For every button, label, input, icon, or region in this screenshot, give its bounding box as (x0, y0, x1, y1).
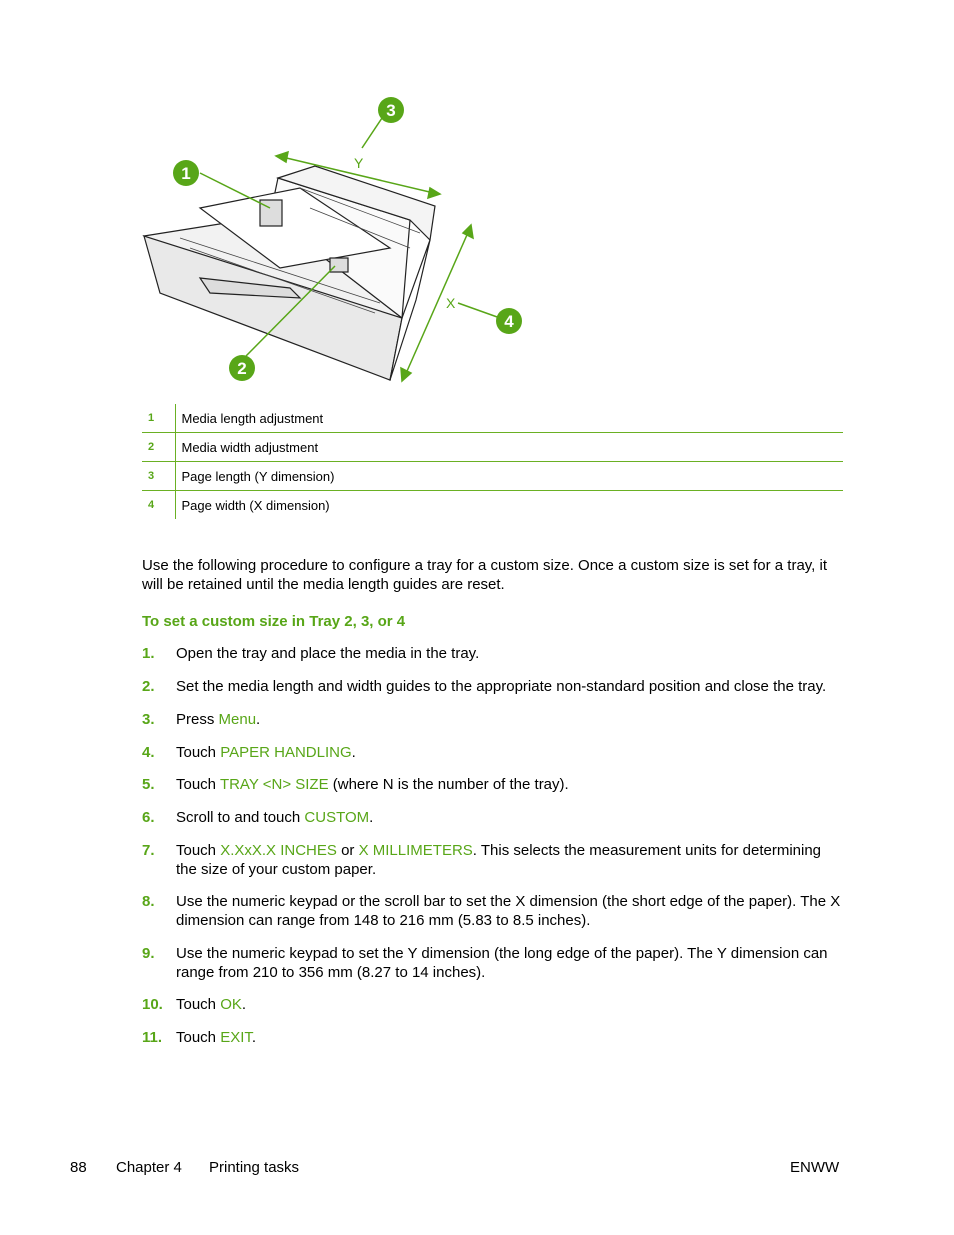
legend-number: 2 (142, 433, 175, 462)
step-item (142, 1028, 844, 1047)
callout-1 (173, 160, 199, 186)
legend-row (142, 462, 843, 491)
procedure-heading: To set a custom size in Tray 2, 3, or 4 (142, 613, 406, 630)
intro-paragraph: Use the following procedure to configure a tray for a custom size. Once a custom size is set for a tray, it will be retained until the media length guides are reset. (142, 557, 828, 593)
step-number: 4. (142, 744, 155, 761)
step-text: Press Menu. (176, 711, 261, 728)
step-item (142, 644, 844, 663)
paper-tray (144, 166, 435, 380)
step-item (142, 995, 844, 1014)
step-text: Set the media length and width guides to the appropriate non-standard position and close the tray. (176, 678, 827, 695)
step-text: Touch OK. (176, 996, 247, 1013)
legend-description: Page width (X dimension) (175, 491, 843, 520)
step-text: Use the numeric keypad to set the Y dimension (the long edge of the paper). The Y dimension can range from 210 to 356 mm (8.27 to 14 inches). (176, 945, 828, 981)
step-item (142, 710, 844, 729)
step-text: Touch TRAY <N> SIZE (where N is the number of the tray). (176, 776, 569, 793)
callout-3 (378, 97, 404, 123)
step-number: 3. (142, 711, 155, 728)
svg-text:2: 2 (237, 359, 247, 378)
step-text: Scroll to and touch CUSTOM. (176, 809, 374, 826)
legend-number: 1 (142, 404, 175, 433)
step-item (142, 743, 844, 762)
step-number: 9. (142, 945, 155, 962)
legend-description: Media length adjustment (181, 410, 324, 426)
step-number: 1. (142, 645, 155, 662)
menu-item-tray-size: TRAY <N> SIZE (219, 776, 329, 793)
tray-figure (140, 88, 540, 388)
y-axis-label: Y (354, 155, 364, 171)
step-item (142, 808, 844, 827)
step-text: Touch PAPER HANDLING. (176, 744, 356, 761)
callout-4 (496, 308, 522, 334)
callout-2 (229, 355, 255, 381)
footer-section: Printing tasks (209, 1159, 300, 1176)
step-number: 5. (142, 776, 155, 793)
menu-item-paper-handling: PAPER HANDLING (220, 744, 352, 761)
callout-legend-table (142, 404, 843, 519)
step-number: 6. (142, 809, 155, 826)
menu-item-ok: OK (220, 996, 242, 1013)
legend-description: Media width adjustment (175, 433, 843, 462)
page-number: 88 (70, 1159, 87, 1176)
step-item (142, 841, 844, 879)
legend-row (142, 433, 843, 462)
step-item (142, 677, 844, 696)
step-text: Touch X.XxX.X INCHES or X MILLIMETERS. This selects the measurement units for determining the size of your custom paper. (176, 842, 822, 878)
menu-item-menu: Menu (218, 711, 257, 728)
step-text: Open the tray and place the media in the tray. (176, 645, 480, 662)
legend-number: 4 (142, 491, 175, 520)
legend-row (142, 491, 843, 520)
svg-text:3: 3 (386, 101, 396, 120)
tray-illustration (140, 88, 540, 388)
menu-item-exit: EXIT (220, 1029, 252, 1046)
svg-text:4: 4 (504, 312, 514, 331)
footer-locale: ENWW (790, 1159, 840, 1176)
legend-description: Page length (Y dimension) (175, 462, 843, 491)
step-number: 11. (142, 1029, 163, 1046)
legend-number: 3 (142, 462, 175, 491)
step-number: 7. (142, 842, 155, 859)
menu-item-custom: CUSTOM (304, 809, 370, 826)
menu-item-inches: X.XxX.X INCHES (220, 842, 337, 859)
step-number: 8. (142, 893, 155, 910)
step-number: 2. (142, 678, 155, 695)
step-item (142, 944, 844, 982)
step-number: 10. (142, 996, 163, 1013)
step-item (142, 892, 844, 930)
footer-chapter: Chapter 4 (116, 1159, 182, 1176)
x-axis-label: X (446, 295, 456, 311)
step-item (142, 775, 844, 794)
step-text: Use the numeric keypad or the scroll bar to set the X dimension (the short edge of the paper). The X dimension can range from 148 to 216 mm (5.83 to 8.5 inches). (176, 893, 841, 929)
legend-row (142, 404, 843, 433)
svg-text:1: 1 (181, 164, 191, 183)
menu-item-millimeters: X MILLIMETERS (358, 842, 473, 859)
step-text: Touch EXIT. (176, 1029, 257, 1046)
